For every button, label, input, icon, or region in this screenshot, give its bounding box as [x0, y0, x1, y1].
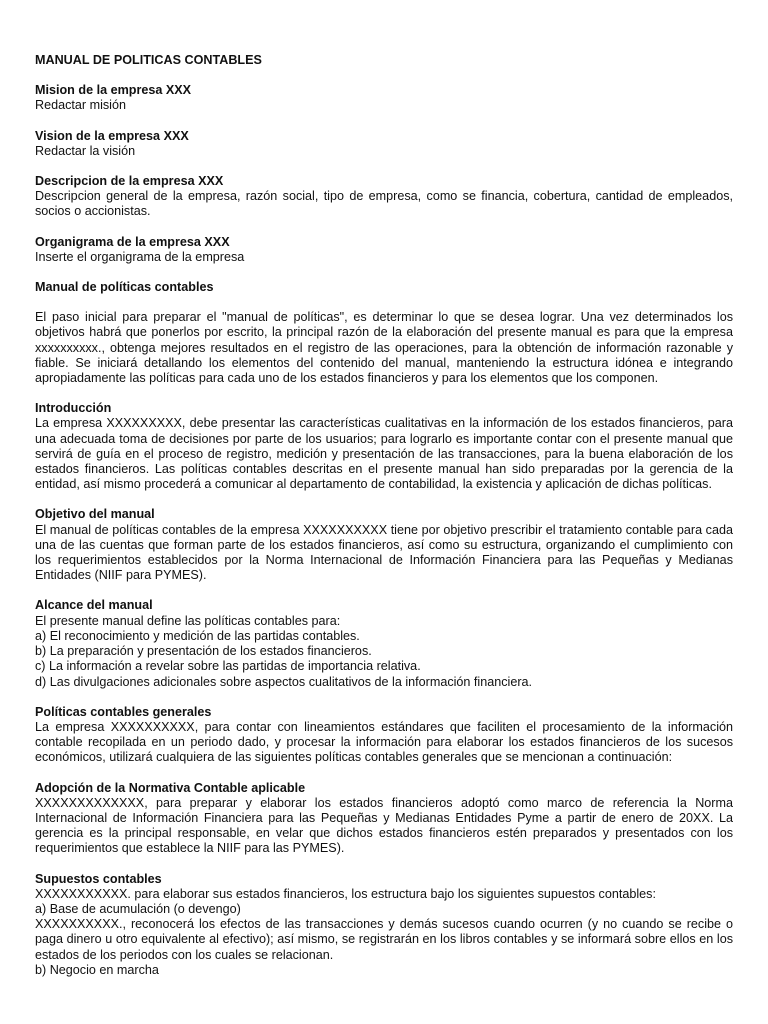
list-item-supuestos-b: b) Negocio en marcha: [35, 962, 159, 977]
heading-politicas-generales: Políticas contables generales: [35, 704, 212, 719]
text-supuestos-a: XXXXXXXXXX., reconocerá los efectos de las transacciones y demás sucesos cuando ocurren (y no cuando se recibe o paga dinero u otro equivalente al efectivo); así mismo, se registrarán en los libros contables y se informará sobre ellos en los estados de los periodos con los cuales se relacionan.: [35, 917, 733, 962]
text-politicas-generales: La empresa XXXXXXXXXX, para contar con lineamientos estándares que faciliten el procesamiento de la información contable recopilada en un periodo dado, y procesar la información para elaborar los estados financieros de los sucesos económicos, utilizará cualquiera de las siguientes políticas contables generales que se mencionan a continuación:: [35, 719, 733, 765]
heading-vision: Vision de la empresa XXX: [35, 128, 189, 143]
list-item-alcance-d: d) Las divulgaciones adicionales sobre aspectos cualitativos de la información financiera.: [35, 674, 533, 689]
list-item-supuestos-a: a) Base de acumulación (o devengo): [35, 901, 241, 916]
list-item-alcance-c: c) La información a revelar sobre las partidas de importancia relativa.: [35, 659, 421, 674]
heading-adopcion: Adopción de la Normativa Contable aplicable: [35, 780, 306, 795]
text-organigrama: Inserte el organigrama de la empresa: [35, 249, 245, 264]
heading-descripcion: Descripcion de la empresa XXX: [35, 174, 224, 189]
list-item-alcance-a: a) El reconocimiento y medición de las partidas contables.: [35, 628, 360, 643]
heading-organigrama: Organigrama de la empresa XXX: [35, 234, 230, 249]
text-mision: Redactar misión: [35, 98, 126, 113]
heading-mision: Mision de la empresa XXX: [35, 83, 192, 98]
heading-objetivo: Objetivo del manual: [35, 507, 155, 522]
text-supuestos-intro: XXXXXXXXXXX. para elaborar sus estados financieros, los estructura bajo los siguientes supuestos contables:: [35, 886, 656, 901]
text-adopcion: XXXXXXXXXXXXX, para preparar y elaborar los estados financieros adoptó como marco de referencia la Norma Internacional de Información Financiera para las Pequeñas y Medianas Entidades Pyme a partir de enero de 20XX. La gerencia es la principal responsable, en velar que dichos estados financieros estén preparados y presentados con los requerimientos que establece la NIIF para las PYMES).: [35, 795, 733, 856]
heading-manual-politicas: Manual de políticas contables: [35, 280, 214, 295]
heading-supuestos: Supuestos contables: [35, 871, 162, 886]
document-title: MANUAL DE POLITICAS CONTABLES: [35, 53, 262, 67]
text-objetivo: El manual de políticas contables de la empresa XXXXXXXXXX tiene por objetivo prescribir el tratamiento contable para cada una de las cuentas que forman parte de los estados financieros, así como su estructura, organizando el cumplimiento con los requerimientos establecidos por la Norma Internacional de Información Financiera para las Pequeñas y Medianas Entidades (NIIF para PYMES).: [35, 522, 733, 583]
text-alcance-intro: El presente manual define las políticas contables para:: [35, 613, 341, 628]
text-descripcion: Descripcion general de la empresa, razón social, tipo de empresa, como se financia, cobertura, cantidad de empleados, socios o accionistas.: [35, 189, 733, 219]
text-vision: Redactar la visión: [35, 143, 136, 158]
heading-introduccion: Introducción: [35, 401, 112, 416]
heading-alcance: Alcance del manual: [35, 598, 153, 613]
text-manual-politicas: El paso inicial para preparar el "manual de políticas", es determinar lo que se desea lograr. Una vez determinados los objetivos habrá que ponerlos por escrito, la principal razón de la elaboración del presente manual es para que la empresa xxxxxxxxxx., obtenga mejores resultados en el registro de las operaciones, para la obtención de información razonable y fiable. Se iniciará detallando los elementos del contenido del manual, manteniendo la estructura idónea e integrando apropiadamente las políticas para cada uno de los estados financieros y para los elementos que los componen.: [35, 310, 733, 386]
text-introduccion: La empresa XXXXXXXXX, debe presentar las características cualitativas en la información de los estados financieros, para una adecuada toma de decisiones por parte de los usuarios; para lograrlo es importante contar con el presente manual que servirá de guía en el proceso de registro, medición y presentación de las transacciones, para la buena elaboración de los estados financieros. Las políticas contables descritas en el presente manual han sido preparadas por la gerencia de la entidad, así mismo procederá a comunicar al departamento de contabilidad, la existencia y aplicación de dichas políticas.: [35, 416, 733, 492]
document-page: [35, 53, 733, 978]
list-item-alcance-b: b) La preparación y presentación de los estados financieros.: [35, 644, 372, 659]
